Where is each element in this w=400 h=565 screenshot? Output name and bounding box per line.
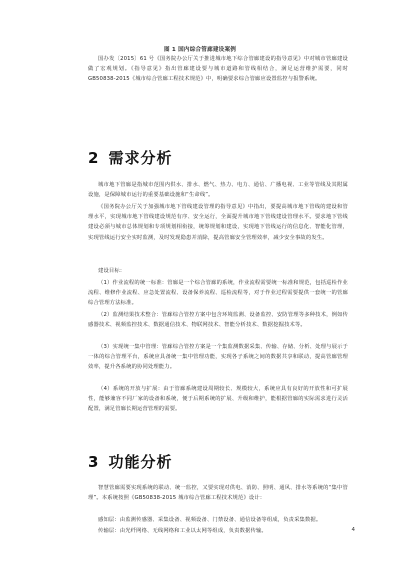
functions-paragraph-1: 智慧管廊需要实现系统的联动、统一监控，又要实现对供电、消防、照明、通风、排水等系统的“集中管理”。本系统按照《GB50838-2015 城市综合管廊工程技术规范》设计： (88, 485, 348, 502)
section-title: 功能分析 (108, 453, 173, 471)
section-title: 需求分析 (108, 149, 173, 167)
goal-item: （1）作业流程的统一标准：管廊是一个综合管廊的系统，作业流程需要统一标准和规范，包括巡检作业流程、维修作业流程、应急处置流程、设备保养流程、巡检流程等，对于作业过程需要提供一套统一的管廊综合管理方法标准。 (88, 280, 348, 307)
needs-paragraph-2: 《国务院办公厅关于加强城市地下管线建设管理的指导意见》中指出，要提高城市地下管线的建设和管理水平，实现城市地下管线建设规范有序、安全运行，全面提升城市地下管线建设管理水平。要求地下管线建设必须与城市总体规划和专项规划相衔接，统筹规划和建设，实现地下管线运行的信息化、智能化管理，实现管线运行安全实时监测，及时发现隐患并消除，提高管廊安全管理效率，减少安全事故的发生。 (88, 204, 348, 241)
intro-paragraph: 国办发〔2015〕61 号《国务院办公厅关于推进城市地下综合管廊建设的指导意见》中对城市管廊建设做了宏观规划。《指导意见》指出管廊建设要与城市道路和管线相结合，满足运营维护需要，同时 GB50838-2015《城市综合管廊工程技术规范》中，明确要求综合管廊应设置监控与报警系统。 (88, 56, 348, 83)
goal-item: （4）系统的开放与扩展：由于管廊系统建设周期较长、规模较大，系统应具有良好的开放性和可扩展性，能够兼容不同厂家的设备和系统，便于后期系统的扩展、升级和维护，能根据管廊的实际需求进行灵活配置，满足管廊长期运营管理的需要。 (88, 386, 348, 413)
goal-item: （2）监测结果技术整合：管廊综合管控方案中包含环境监测、设备监控、安防管理等多种技术，例如传感器技术、视频监控技术、数据通信技术、物联网技术、智能分析技术、数据挖掘技术等。 (88, 312, 348, 329)
page-number: 4 (351, 527, 355, 533)
figure-caption: 图 1 国内综合管廊建设案例 (163, 47, 237, 53)
section-number: 3 (88, 453, 100, 471)
goal-item: （3）实现统一集中管理：管廊综合管控方案是一个集监测数据采集、传输、存储、分析、处理与展示于一体的综合管理平台，系统应具备统一集中管理功能，实现各子系统之间的数据共享和联动，提高管廊管理效率，提升各系统的协同处理能力。 (88, 344, 348, 371)
functions-paragraph-3: 传输层：由光纤网络、无线网络和工业以太网等组成，负责数据传输。 (98, 528, 267, 534)
goals-label: 建设目标： (98, 268, 126, 274)
section-heading-needs (88, 147, 172, 168)
functions-paragraph-2: 感知层：由监测传感器、采集设备、视频设备、门禁设备、通信设备等组成，负责采集数据。 (98, 517, 322, 523)
section-heading-functions (88, 451, 172, 472)
needs-paragraph-1: 城市地下管廊是指城市范围内供水、排水、燃气、热力、电力、通信、广播电视、工业等管线及其附属设施，是保障城市运行的重要基础设施和“生命线”。 (88, 182, 348, 199)
section-number: 2 (88, 149, 100, 167)
